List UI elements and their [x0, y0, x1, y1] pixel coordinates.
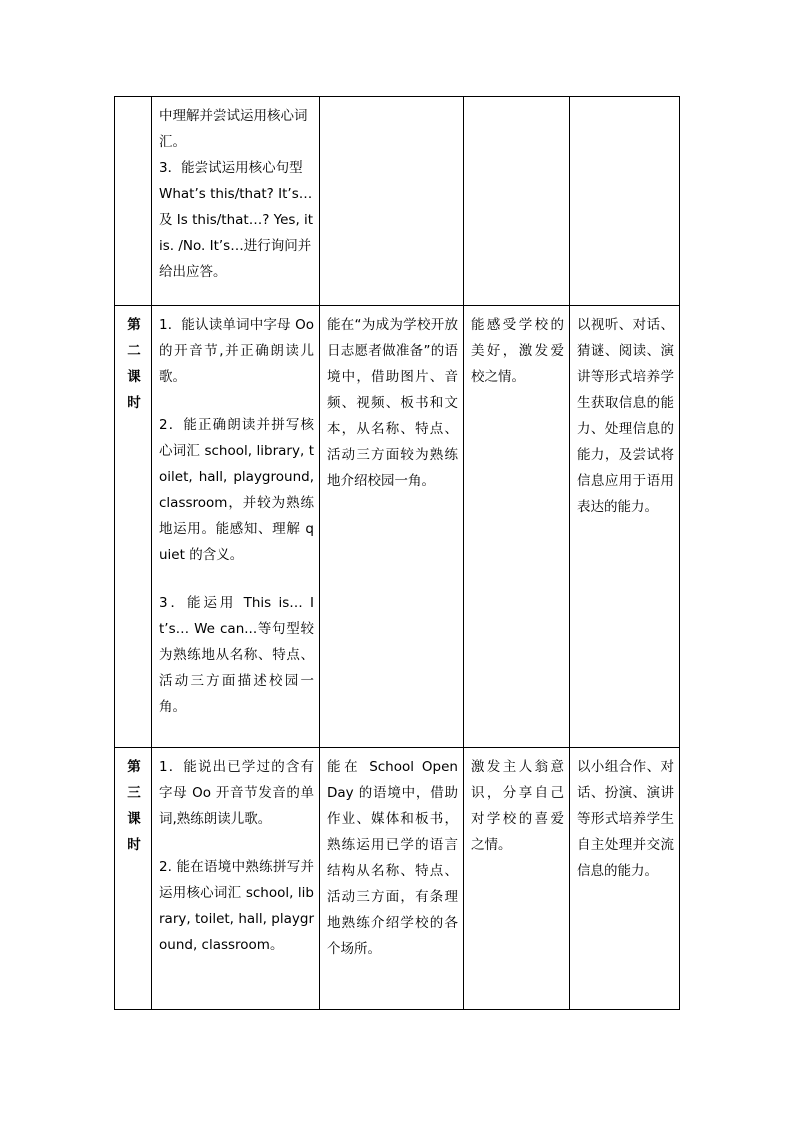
- lesson-label-char: 时: [127, 395, 141, 411]
- goals-cell: [152, 306, 320, 748]
- lesson-plan-table: [114, 96, 680, 1010]
- goal-text: 3．能运用 This is… It’s… We can...等句型较为熟练地从名称、特点、活动三方面描述校园一角。: [159, 595, 314, 715]
- goal-text: 2. 能在语境中熟练拼写并运用核心词汇 school, library, toilet, hall, playground, classroom。: [159, 859, 314, 953]
- emotion-cell: 能感受学校的美好，激发爱校之情。: [464, 306, 570, 748]
- lesson-label-char: 第: [127, 759, 141, 775]
- lesson-label-char: 三: [127, 785, 141, 801]
- language-cell: 能在 School Open Day 的语境中，借助作业、媒体和板书，熟练运用已学的语言结构从名称、特点、活动三方面，有条理地熟练介绍学校的各个场所。: [320, 748, 464, 1010]
- language-cell: [320, 97, 464, 306]
- lesson-label-char: 二: [127, 343, 141, 359]
- method-cell: [570, 97, 680, 306]
- table-row: [115, 97, 680, 306]
- lesson-label-char: 第: [127, 317, 141, 333]
- goal-text: 中理解并尝试运用核心词汇。: [159, 108, 308, 150]
- method-cell: 以小组合作、对话、扮演、演讲等形式培养学生自主处理并交流信息的能力。: [570, 748, 680, 1010]
- lesson-label-cell: [115, 748, 152, 1010]
- lesson-label-cell: [115, 97, 152, 306]
- table-row: [115, 306, 680, 748]
- emotion-cell: 激发主人翁意识，分享自己对学校的喜爱之情。: [464, 748, 570, 1010]
- goals-cell: [152, 748, 320, 1010]
- lesson-label-char: 课: [127, 369, 141, 385]
- lesson-label-cell: [115, 306, 152, 748]
- goal-text: 2．能正确朗读并拼写核心词汇 school, library, toilet, hall, playground, classroom，并较为熟练地运用。能感知、理解 quiet 的含义。: [159, 417, 314, 563]
- lesson-label-char: 时: [127, 837, 141, 853]
- goal-text: 3．能尝试运用核心句型 What’s this/that? It’s…及 Is this/that…? Yes, it is. /No. It’s…进行询问并给出应答。: [159, 160, 314, 280]
- lesson-label-char: 课: [127, 811, 141, 827]
- goal-text: 1．能认读单词中字母 Oo 的开音节,并正确朗读儿歌。: [159, 317, 314, 385]
- goal-text: 1．能说出已学过的含有字母 Oo 开音节发音的单词,熟练朗读儿歌。: [159, 759, 314, 827]
- method-cell: 以视听、对话、猜谜、阅读、演讲等形式培养学生获取信息的能力、处理信息的能力，及尝试将信息应用于语用表达的能力。: [570, 306, 680, 748]
- emotion-cell: [464, 97, 570, 306]
- language-cell: 能在“为成为学校开放日志愿者做准备”的语境中，借助图片、音频、视频、板书和文本，从名称、特点、活动三方面较为熟练地介绍校园一角。: [320, 306, 464, 748]
- goals-cell: [152, 97, 320, 306]
- table-row: [115, 748, 680, 1010]
